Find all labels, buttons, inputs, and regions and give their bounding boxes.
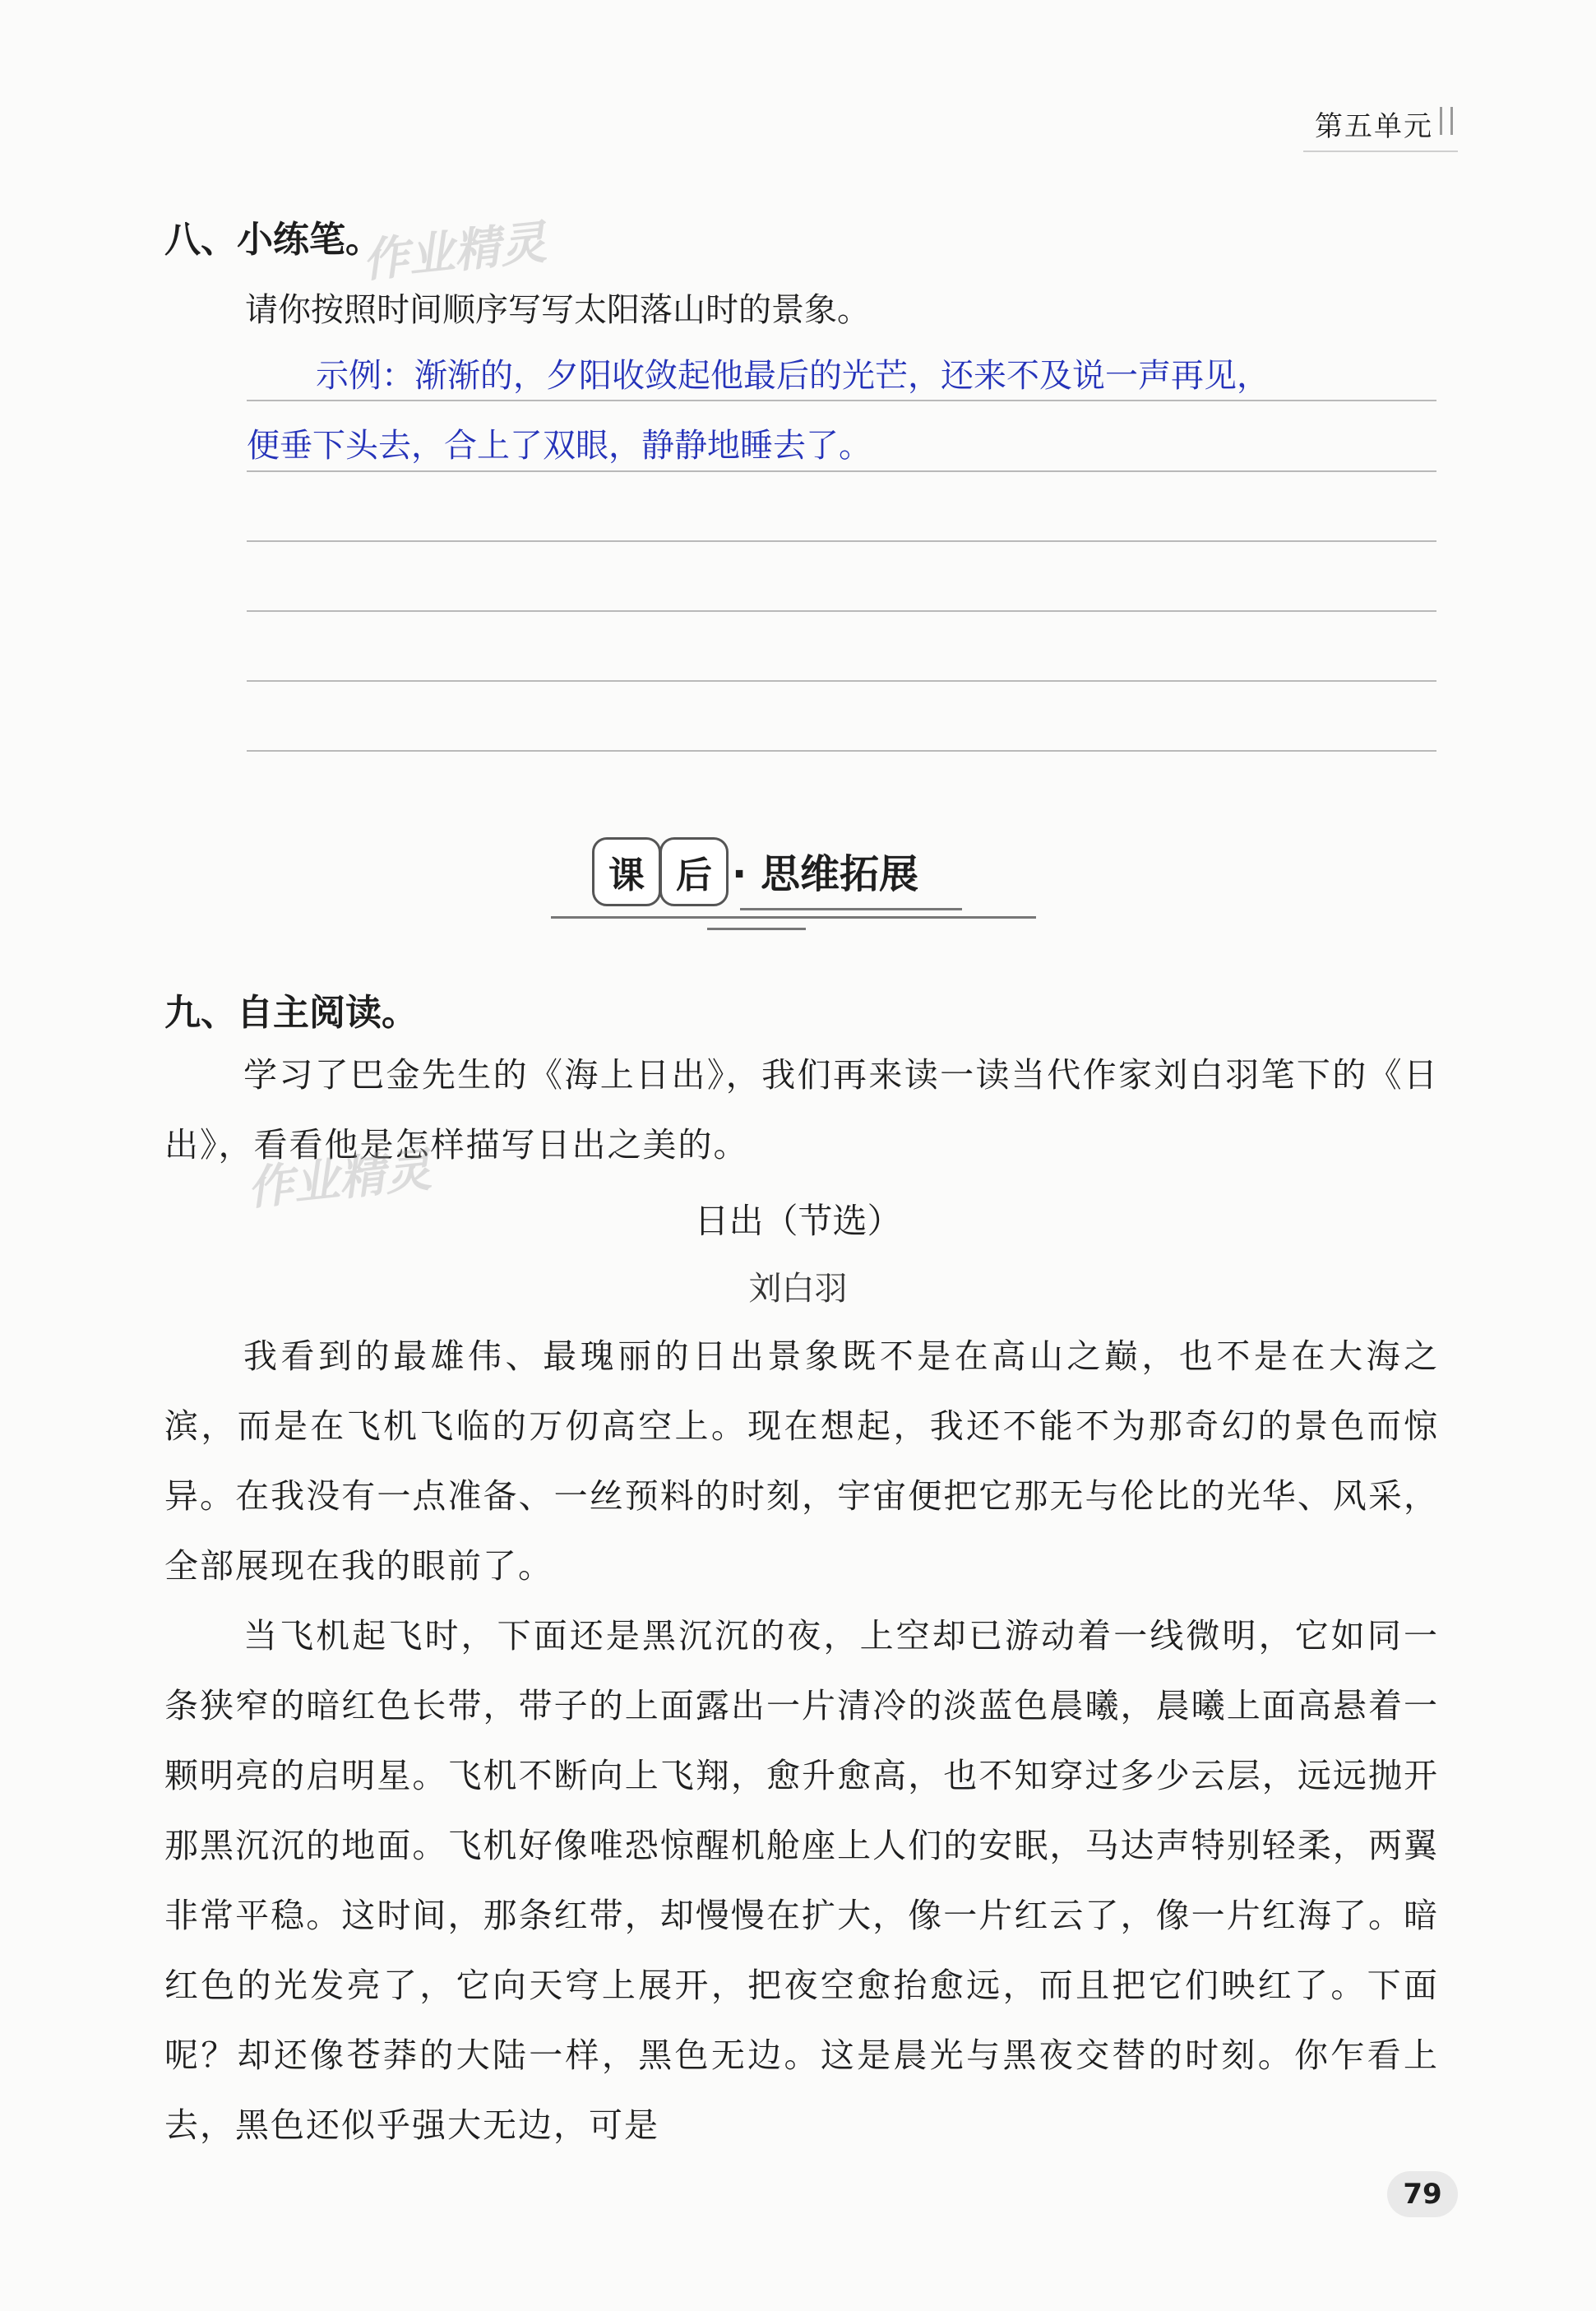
section-8-title: 八、小练笔。 <box>164 219 382 261</box>
writing-line <box>247 470 1436 472</box>
answer-line-1: 示例：渐渐的，夕阳收敛起他最后的光芒，还来不及说一声再见， <box>316 357 1270 395</box>
writing-line <box>247 610 1436 612</box>
unit-header: 第五单元 <box>1303 97 1458 152</box>
section-8-prompt: 请你按照时间顺序写写太阳落山时的景象。 <box>245 291 870 329</box>
section-9-intro: 学习了巴金先生的《海上日出》，我们再来读一读当代作家刘白羽笔下的《日出》，看看他是怎样描写日出之美的。 <box>164 1055 1439 1165</box>
writing-line <box>247 400 1436 401</box>
writing-line <box>247 750 1436 752</box>
banner-decoration <box>740 908 962 910</box>
article-paragraph-1: 我看到的最雄伟、最瑰丽的日出景象既不是在高山之巅，也不是在大海之滨，而是在飞机飞临的万仞高空上。现在想起，我还不能不为那奇幻的景色而惊异。在我没有一点准备、一丝预料的时刻，宇宙便把它那无与伦比的光华、风采，全部展现在我的眼前了。 <box>164 1336 1439 1586</box>
watermark: 作业精灵 <box>359 215 549 289</box>
banner-char-2: 后 <box>659 837 729 906</box>
article-paragraph-2: 当飞机起飞时，下面还是黑沉沉的夜，上空却已游动着一线微明，它如同一条狭窄的暗红色长带，带子的上面露出一片清冷的淡蓝色晨曦，晨曦上面高悬着一颗明亮的启明星。飞机不断向上飞翔，愈升愈高，也不知穿过多少云层，远远抛开那黑沉沉的地面。飞机好像唯恐惊醒机舱座上人们的安眠，马达声特别轻柔，两翼非常平稳。这时间，那条红带，却慢慢在扩大，像一片红云了，像一片红海了。暗红色的光发亮了，它向天穹上展开，把夜空愈抬愈远，而且把它们映红了。下面呢？却还像苍莽的大陆一样，黑色无边。这是晨光与黑夜交替的时刻。你乍看上去，黑色还似乎强大无边，可是 <box>164 1616 1439 2145</box>
section-banner <box>559 831 1052 938</box>
page-number: 79 <box>1387 2171 1458 2217</box>
banner-char-1: 课 <box>592 837 661 906</box>
section-9-title: 九、自主阅读。 <box>164 992 418 1034</box>
answer-line-2: 便垂下头去，合上了双眼，静静地睡去了。 <box>247 427 872 465</box>
writing-line <box>247 540 1436 542</box>
banner-decoration <box>551 916 1036 919</box>
writing-line <box>247 680 1436 682</box>
article-author: 刘白羽 <box>748 1270 848 1308</box>
watermark: 作业精灵 <box>244 1143 434 1216</box>
article-title: 日出（节选） <box>694 1201 902 1241</box>
banner-title: · 思维拓展 <box>732 851 918 897</box>
banner-decoration <box>707 928 806 930</box>
